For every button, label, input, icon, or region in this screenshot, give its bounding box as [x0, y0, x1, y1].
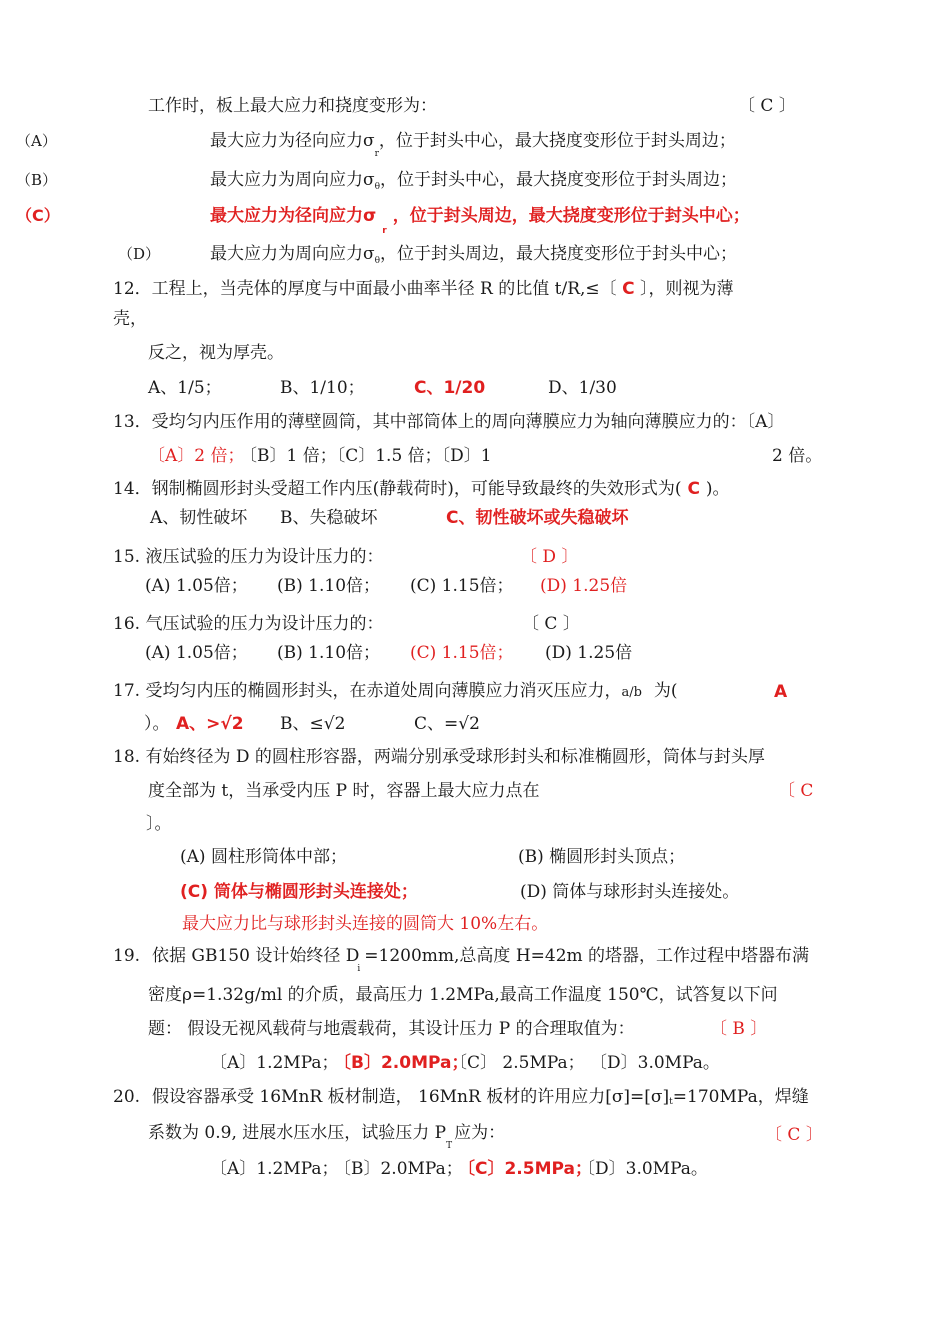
q12-option-c: C、1/20: [414, 378, 486, 398]
q11-option-d: [210, 243, 737, 268]
q20-stem-text-1a: 假设容器承受 16MnR 板材制造， 16MnR 板材的许用应力[σ]=[σ]: [152, 1087, 670, 1107]
q19-answer-text: 〔 B 〕: [710, 1019, 768, 1039]
q16-option-b: (B) 1.10倍；: [277, 643, 381, 663]
q20-subscript-T: T: [446, 1141, 453, 1151]
q19-option-b: 〔B〕2.0MPa；: [334, 1053, 469, 1073]
q14-option-b: B、失稳破坏: [280, 508, 378, 528]
q19-subscript: i: [357, 964, 361, 974]
q11-option-b-text-1: 最大应力为周向应力σ: [210, 170, 375, 190]
q13-options: 〔B〕1 倍；〔C〕1.5 倍；〔D〕1: [240, 446, 492, 466]
q17-stem-text: 17. 受均匀内压的椭圆形封头，在赤道处周向薄膜应力消灭压应力，: [113, 681, 622, 701]
q11-option-c-label: （C）: [16, 206, 60, 225]
q19-stem-line-1: [152, 945, 810, 974]
q18-answer-text: 〔 C: [778, 781, 814, 801]
q16-stem: 16. 气压试验的压力为设计压力的：: [113, 614, 384, 634]
q18-note: 最大应力比与球形封头连接的圆筒大 10%左右。: [182, 914, 549, 934]
q16-option-d: (D) 1.25倍: [545, 643, 633, 663]
q19-option-c: 〔C〕 2.5MPa；: [450, 1053, 585, 1073]
q19-number: 19.: [113, 946, 141, 966]
q11-option-a-text-1: 最大应力为径向应力σ: [210, 131, 375, 151]
q12-stem-line-3: 反之，视为厚壳。: [148, 343, 284, 363]
q20-answer: [765, 1124, 823, 1146]
q11-stem: 工作时，板上最大应力和挠度变形为：: [148, 96, 437, 116]
q12-stem-line-2: 壳，: [113, 309, 147, 329]
q19-answer: [710, 1018, 767, 1040]
q20-stem-line-1: [152, 1086, 809, 1111]
q17-option-b: B、≤√2: [280, 714, 346, 734]
q11-option-c-text-1: 最大应力为径向应力σ: [210, 206, 377, 226]
q17-ab: a/b: [621, 685, 642, 700]
q18-stem-line-2: 度全部为 t，当承受内压 P 时，容器上最大应力点在: [148, 781, 540, 801]
q19-stem-text-1b: =1200mm,总高度 H=42m 的塔器，工作过程中塔器布满: [364, 946, 810, 966]
q16-answer: 〔 C 〕: [522, 614, 580, 634]
q19-option-d: 〔D〕3.0MPa。: [590, 1053, 720, 1073]
q15-option-d: (D) 1.25倍: [540, 576, 628, 596]
q11-answer: 〔 C 〕: [738, 96, 796, 116]
q18-option-d: (D) 筒体与球形封头连接处。: [520, 882, 740, 902]
q16-option-c: (C) 1.15倍；: [410, 643, 514, 663]
q12-option-b: B、1/10；: [280, 378, 365, 398]
q20-stem-line-2: [148, 1122, 506, 1151]
q15-stem: 15. 液压试验的压力为设计压力的：: [113, 547, 384, 567]
q20-stem-text-2a: 系数为 0.9, 进展水压水压，试验压力 P: [148, 1123, 447, 1143]
q14-answer: C: [681, 479, 706, 499]
q18-stem-line-1: 18. 有始终径为 D 的圆柱形容器，两端分别承受球形封头和标准椭圆形，筒体与封头厚: [113, 747, 765, 767]
q20-option-c: 〔C〕2.5MPa；: [458, 1159, 592, 1179]
q11-option-c-subscript: r: [382, 226, 387, 236]
q11-option-b-label: （B）: [16, 171, 58, 189]
q20-stem-text-2b: 应为：: [454, 1123, 506, 1143]
q13-stem: 13．受均匀内压作用的薄壁圆筒，其中部筒体上的周向薄膜应力为轴向薄膜应力的：〔A〕: [113, 412, 785, 432]
q15-option-a: (A) 1.05倍；: [145, 576, 248, 596]
q14-option-a: A、韧性破坏: [150, 508, 248, 528]
q20-subscript-t: t: [669, 1097, 673, 1107]
q11-option-d-label: （D）: [118, 245, 161, 263]
q13-option-a: 〔A〕2 倍；: [148, 446, 245, 466]
q12-option-d: D、1/30: [548, 378, 617, 398]
q18-option-c: (C) 筒体与椭圆形封头连接处；: [180, 882, 418, 902]
q11-option-d-text-2: ，位于封头周边，最大挠度变形位于封头中心；: [380, 244, 738, 264]
q11-option-a-label: （A）: [16, 132, 57, 150]
q19-stem-line-3: 题： 假设无视风载荷与地震载荷，其设计压力 P 的合理取值为：: [148, 1019, 635, 1039]
q19-option-a: 〔A〕1.2MPa；: [210, 1053, 339, 1073]
q11-option-a-subscript: r: [374, 149, 379, 159]
q17-stem-text-2: 为(: [653, 681, 678, 701]
q18-option-b: (B) 椭圆形封头顶点；: [518, 847, 686, 867]
q18-answer: [778, 780, 813, 802]
q14-option-c: C、韧性破坏或失稳破坏: [446, 508, 629, 528]
q17-close: ）。: [144, 714, 170, 734]
q15-answer-text: 〔 D 〕: [520, 547, 579, 567]
q11-option-b: [210, 169, 737, 194]
q20-answer-text: 〔 C 〕: [765, 1125, 823, 1145]
q18-close: 〕。: [146, 814, 172, 834]
q18-option-a: (A) 圆柱形筒体中部；: [180, 847, 347, 867]
q20-option-a: 〔A〕1.2MPa；: [210, 1159, 339, 1179]
q12-answer: C: [622, 279, 635, 299]
q15-option-b: (B) 1.10倍；: [277, 576, 381, 596]
q12-stem-text-1: 12．工程上，当壳体的厚度与中面最小曲率半径 R 的比值 t/R,≤〔: [113, 279, 623, 299]
q13-option-tail: 2 倍。: [772, 446, 823, 466]
q19-stem-text-1a: 依据 GB150 设计始终径 D: [152, 946, 360, 966]
q17-stem: [113, 680, 678, 704]
q14-stem-text-1: 14．钢制椭圆形封头受超工作内压(静载荷时)，可能导致最终的失效形式为(: [113, 479, 682, 499]
q16-option-a: (A) 1.05倍；: [145, 643, 248, 663]
q11-option-d-text-1: 最大应力为周向应力σ: [210, 244, 375, 264]
q15-option-c: (C) 1.15倍；: [410, 576, 514, 596]
q11-option-c-text-2: ，位于封头周边，最大挠度变形位于封头中心；: [392, 206, 750, 226]
q17-option-a: A、>√2: [176, 714, 244, 734]
q14-stem: [113, 478, 730, 500]
q11-option-b-subscript: θ: [374, 182, 381, 192]
q12-option-a: A、1/5；: [148, 378, 222, 398]
q12-stem: [113, 278, 733, 300]
q14-stem-text-2: )。: [705, 479, 730, 499]
q17-option-c: C、=√2: [414, 714, 480, 734]
q11-option-a: [210, 130, 736, 159]
q11-option-b-text-2: ，位于封头中心，最大挠度变形位于封头周边；: [380, 170, 738, 190]
q20-option-b: 〔B〕2.0MPa；: [334, 1159, 463, 1179]
q20-stem-text-1b: =170MPa，焊缝: [672, 1087, 809, 1107]
q17-answer: A: [774, 682, 788, 702]
q20-number: 20.: [113, 1087, 141, 1107]
q20-option-d: 〔D〕3.0MPa。: [578, 1159, 708, 1179]
q11-option-a-text-2: ，位于封头中心，最大挠度变形位于封头周边；: [378, 131, 736, 151]
q19-stem-line-2: 密度ρ=1.32g/ml 的介质，最高压力 1.2MPa,最高工作温度 150℃，试答复以下问: [148, 985, 778, 1005]
q11-option-c: [210, 205, 750, 236]
q12-stem-text-2: 〕，则视为薄: [634, 279, 734, 299]
q15-answer: [520, 546, 578, 568]
q11-option-d-subscript: θ: [374, 256, 381, 266]
